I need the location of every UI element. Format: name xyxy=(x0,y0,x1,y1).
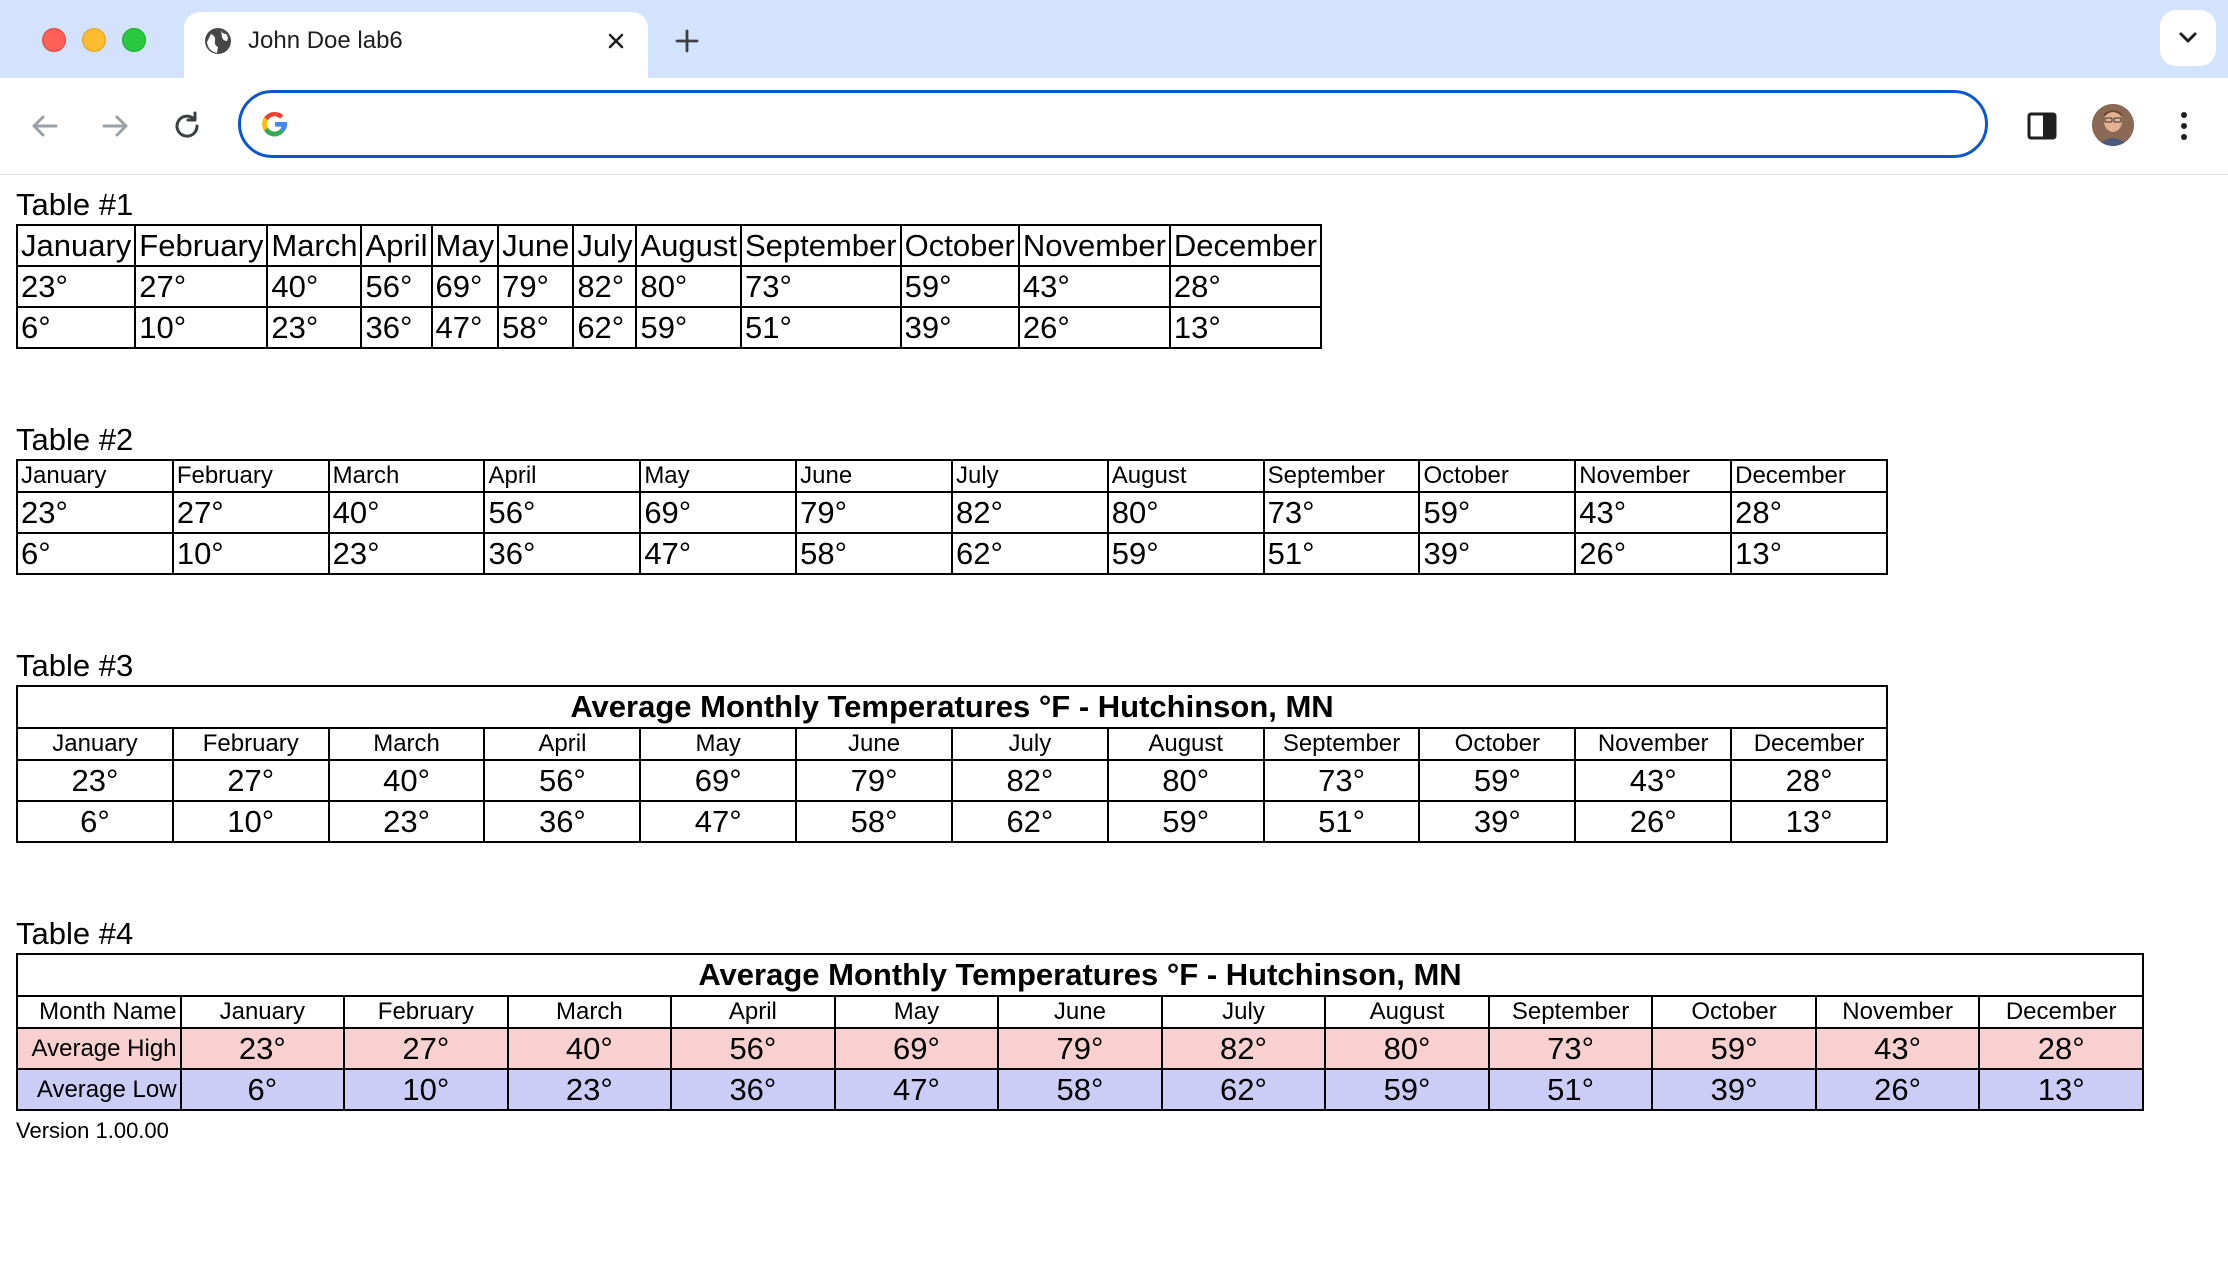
side-panel-icon[interactable] xyxy=(2024,108,2060,144)
low-temp-cell: 62° xyxy=(952,801,1108,842)
high-temp-cell: 56° xyxy=(361,266,431,307)
low-temp-cell: 51° xyxy=(1264,801,1420,842)
month-header: October xyxy=(901,225,1019,266)
high-temp-cell: 56° xyxy=(484,760,640,801)
high-temp-cell: 59° xyxy=(1419,760,1575,801)
high-row xyxy=(17,492,1887,533)
low-temp-cell: 6° xyxy=(17,801,173,842)
high-temp-cell: 23° xyxy=(17,266,135,307)
low-temp-cell: 26° xyxy=(1575,801,1731,842)
low-temp-cell: 58° xyxy=(998,1069,1162,1110)
table-3-caption: Table #3 xyxy=(16,648,134,683)
month-header: June xyxy=(998,996,1162,1028)
low-temp-cell: 13° xyxy=(1731,801,1887,842)
tab-title: John Doe lab6 xyxy=(248,27,403,54)
low-row xyxy=(17,1069,2143,1110)
low-temp-cell: 6° xyxy=(181,1069,345,1110)
row-header-label: Month Name xyxy=(17,996,181,1028)
low-temp-cell: 26° xyxy=(1575,533,1731,574)
month-header: July xyxy=(952,460,1108,492)
month-header: September xyxy=(1264,460,1420,492)
high-temp-cell: 40° xyxy=(267,266,361,307)
low-temp-cell: 62° xyxy=(1162,1069,1326,1110)
high-temp-cell: 73° xyxy=(1489,1028,1653,1069)
low-temp-cell: 26° xyxy=(1816,1069,1980,1110)
low-temp-cell: 13° xyxy=(1731,533,1887,574)
high-temp-cell: 43° xyxy=(1816,1028,1980,1069)
month-header: November xyxy=(1019,225,1170,266)
low-temp-cell: 62° xyxy=(573,307,636,348)
low-temp-cell: 51° xyxy=(1489,1069,1653,1110)
month-header: October xyxy=(1652,996,1816,1028)
browser-toolbar xyxy=(0,78,2228,175)
low-row xyxy=(17,533,1887,574)
browser-tab[interactable] xyxy=(184,12,648,78)
high-temp-cell: 82° xyxy=(952,760,1108,801)
window-zoom-button[interactable] xyxy=(122,28,146,52)
high-temp-cell: 43° xyxy=(1575,492,1731,533)
high-temp-cell: 80° xyxy=(1108,760,1264,801)
high-temp-cell: 79° xyxy=(498,266,573,307)
tab-search-button[interactable] xyxy=(2160,10,2216,66)
high-temp-cell: 82° xyxy=(1162,1028,1326,1069)
low-temp-cell: 13° xyxy=(1170,307,1321,348)
title-row xyxy=(17,954,2143,996)
table-1 xyxy=(16,224,1322,349)
low-temp-cell: 62° xyxy=(952,533,1108,574)
globe-icon xyxy=(202,25,234,57)
month-header: April xyxy=(361,225,431,266)
low-temp-cell: 23° xyxy=(329,533,485,574)
month-header: October xyxy=(1419,728,1575,760)
high-temp-cell: 80° xyxy=(1108,492,1264,533)
low-temp-cell: 36° xyxy=(484,533,640,574)
header-row xyxy=(17,728,1887,760)
month-header: May xyxy=(835,996,999,1028)
month-header: September xyxy=(1489,996,1653,1028)
low-temp-cell: 59° xyxy=(1108,801,1264,842)
month-header: June xyxy=(796,728,952,760)
high-temp-cell: 69° xyxy=(640,760,796,801)
high-temp-cell: 28° xyxy=(1979,1028,2143,1069)
low-temp-cell: 47° xyxy=(640,533,796,574)
low-temp-cell: 51° xyxy=(1264,533,1420,574)
high-temp-cell: 69° xyxy=(640,492,796,533)
month-header: March xyxy=(508,996,672,1028)
month-header: December xyxy=(1170,225,1321,266)
month-header: October xyxy=(1419,460,1575,492)
month-header: November xyxy=(1575,460,1731,492)
high-temp-cell: 40° xyxy=(329,760,485,801)
high-temp-cell: 59° xyxy=(1419,492,1575,533)
low-temp-cell: 47° xyxy=(835,1069,999,1110)
month-header: December xyxy=(1731,460,1887,492)
low-temp-cell: 36° xyxy=(484,801,640,842)
table-2 xyxy=(16,459,1888,575)
month-header: March xyxy=(329,460,485,492)
more-menu-icon[interactable] xyxy=(2166,106,2202,146)
low-temp-cell: 26° xyxy=(1019,307,1170,348)
low-temp-cell: 51° xyxy=(741,307,901,348)
address-bar[interactable] xyxy=(238,90,1988,158)
low-temp-cell: 39° xyxy=(901,307,1019,348)
high-temp-cell: 79° xyxy=(796,760,952,801)
high-temp-cell: 27° xyxy=(135,266,267,307)
header-row xyxy=(17,460,1887,492)
low-row xyxy=(17,801,1887,842)
low-temp-cell: 36° xyxy=(671,1069,835,1110)
high-temp-cell: 73° xyxy=(741,266,901,307)
high-temp-cell: 69° xyxy=(432,266,499,307)
avatar-photo-icon xyxy=(2092,104,2134,146)
month-header: February xyxy=(173,460,329,492)
tab-close-icon[interactable] xyxy=(600,25,632,57)
low-temp-cell: 58° xyxy=(796,533,952,574)
high-temp-cell: 43° xyxy=(1019,266,1170,307)
month-header: February xyxy=(344,996,508,1028)
header-row xyxy=(17,996,2143,1028)
low-temp-cell: 6° xyxy=(17,533,173,574)
new-tab-icon[interactable] xyxy=(668,22,706,60)
high-row-label: Average High xyxy=(17,1028,181,1069)
month-header: March xyxy=(267,225,361,266)
table-3 xyxy=(16,685,1888,843)
high-temp-cell: 56° xyxy=(484,492,640,533)
google-icon xyxy=(259,108,291,140)
month-header: August xyxy=(1108,728,1264,760)
high-temp-cell: 40° xyxy=(329,492,485,533)
month-header: September xyxy=(1264,728,1420,760)
month-header: May xyxy=(640,728,796,760)
low-temp-cell: 13° xyxy=(1979,1069,2143,1110)
high-temp-cell: 79° xyxy=(998,1028,1162,1069)
version-text: Version 1.00.00 xyxy=(16,1118,169,1143)
month-header: January xyxy=(17,728,173,760)
window-minimize-button[interactable] xyxy=(82,28,106,52)
month-header: November xyxy=(1575,728,1731,760)
month-header: December xyxy=(1979,996,2143,1028)
high-temp-cell: 28° xyxy=(1731,760,1887,801)
low-temp-cell: 39° xyxy=(1419,533,1575,574)
low-row xyxy=(17,307,1321,348)
profile-avatar[interactable] xyxy=(2092,104,2134,146)
low-temp-cell: 39° xyxy=(1652,1069,1816,1110)
high-temp-cell: 79° xyxy=(796,492,952,533)
high-temp-cell: 27° xyxy=(344,1028,508,1069)
month-header: May xyxy=(432,225,499,266)
high-temp-cell: 40° xyxy=(508,1028,672,1069)
forward-arrow-icon[interactable] xyxy=(94,105,136,147)
low-temp-cell: 47° xyxy=(640,801,796,842)
month-header: August xyxy=(636,225,741,266)
low-temp-cell: 10° xyxy=(344,1069,508,1110)
month-header: June xyxy=(796,460,952,492)
month-header: January xyxy=(17,460,173,492)
low-temp-cell: 6° xyxy=(17,307,135,348)
month-header: July xyxy=(1162,996,1326,1028)
month-header: April xyxy=(484,728,640,760)
month-header: February xyxy=(135,225,267,266)
low-temp-cell: 47° xyxy=(432,307,499,348)
high-temp-cell: 27° xyxy=(173,492,329,533)
table-1-caption: Table #1 xyxy=(16,187,134,222)
low-temp-cell: 36° xyxy=(361,307,431,348)
month-header: February xyxy=(173,728,329,760)
high-temp-cell: 59° xyxy=(1652,1028,1816,1069)
high-temp-cell: 56° xyxy=(671,1028,835,1069)
high-temp-cell: 28° xyxy=(1731,492,1887,533)
low-temp-cell: 23° xyxy=(508,1069,672,1110)
low-temp-cell: 10° xyxy=(173,533,329,574)
month-header: May xyxy=(640,460,796,492)
header-row xyxy=(17,225,1321,266)
month-header: August xyxy=(1325,996,1489,1028)
high-temp-cell: 27° xyxy=(173,760,329,801)
high-temp-cell: 82° xyxy=(952,492,1108,533)
month-header: September xyxy=(741,225,901,266)
chevron-down-icon xyxy=(2174,24,2202,52)
high-row xyxy=(17,266,1321,307)
high-temp-cell: 23° xyxy=(17,760,173,801)
table-4 xyxy=(16,953,2144,1111)
low-temp-cell: 23° xyxy=(267,307,361,348)
low-row-label: Average Low xyxy=(17,1069,181,1110)
month-header: March xyxy=(329,728,485,760)
month-header: April xyxy=(671,996,835,1028)
month-header: July xyxy=(952,728,1108,760)
month-header: January xyxy=(17,225,135,266)
high-row xyxy=(17,760,1887,801)
low-temp-cell: 59° xyxy=(636,307,741,348)
address-input[interactable] xyxy=(307,103,1951,145)
low-temp-cell: 23° xyxy=(329,801,485,842)
high-temp-cell: 73° xyxy=(1264,760,1420,801)
tab-strip xyxy=(0,0,2228,78)
high-temp-cell: 23° xyxy=(17,492,173,533)
low-temp-cell: 10° xyxy=(135,307,267,348)
high-temp-cell: 43° xyxy=(1575,760,1731,801)
high-row xyxy=(17,1028,2143,1069)
month-header: August xyxy=(1108,460,1264,492)
page-content xyxy=(16,186,2144,1145)
month-header: December xyxy=(1731,728,1887,760)
high-temp-cell: 59° xyxy=(901,266,1019,307)
month-header: January xyxy=(181,996,345,1028)
low-temp-cell: 59° xyxy=(1325,1069,1489,1110)
high-temp-cell: 82° xyxy=(573,266,636,307)
month-header: June xyxy=(498,225,573,266)
low-temp-cell: 59° xyxy=(1108,533,1264,574)
low-temp-cell: 10° xyxy=(173,801,329,842)
table-4-caption: Table #4 xyxy=(16,916,134,951)
title-row xyxy=(17,686,1887,728)
high-temp-cell: 28° xyxy=(1170,266,1321,307)
low-temp-cell: 58° xyxy=(796,801,952,842)
back-arrow-icon[interactable] xyxy=(24,105,66,147)
high-temp-cell: 80° xyxy=(1325,1028,1489,1069)
month-header: July xyxy=(573,225,636,266)
table-title: Average Monthly Temperatures °F - Hutchinson, MN xyxy=(17,686,1887,728)
low-temp-cell: 39° xyxy=(1419,801,1575,842)
low-temp-cell: 58° xyxy=(498,307,573,348)
month-header: November xyxy=(1816,996,1980,1028)
table-title: Average Monthly Temperatures °F - Hutchinson, MN xyxy=(17,954,2143,996)
high-temp-cell: 23° xyxy=(181,1028,345,1069)
high-temp-cell: 73° xyxy=(1264,492,1420,533)
month-header: April xyxy=(484,460,640,492)
reload-icon[interactable] xyxy=(166,105,208,147)
high-temp-cell: 69° xyxy=(835,1028,999,1069)
high-temp-cell: 80° xyxy=(636,266,741,307)
window-close-button[interactable] xyxy=(42,28,66,52)
table-2-caption: Table #2 xyxy=(16,422,134,457)
